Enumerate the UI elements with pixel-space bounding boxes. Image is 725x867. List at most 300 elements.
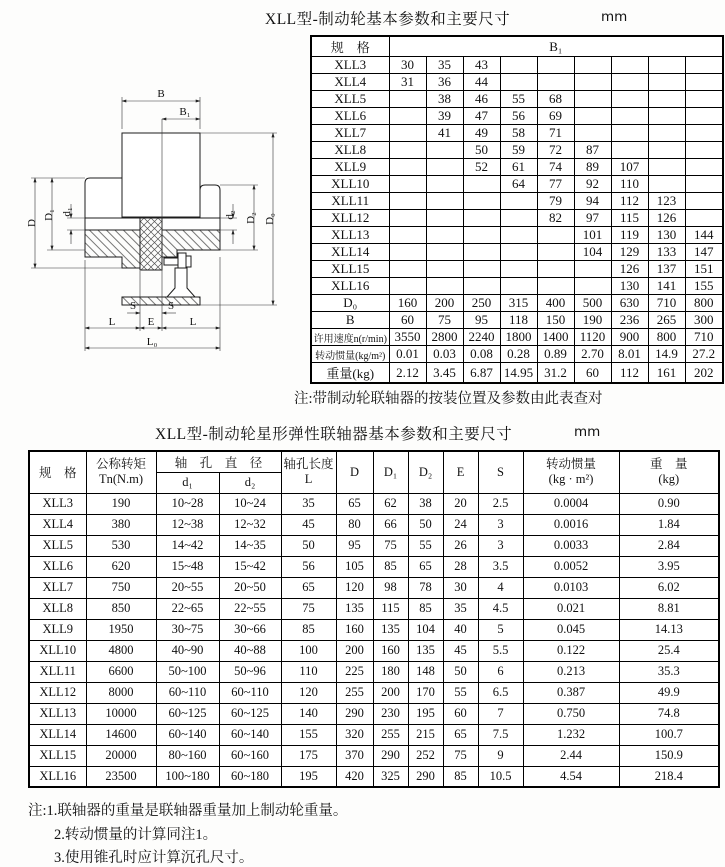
table-cell bbox=[574, 278, 611, 295]
dim-label-L0: L₀ bbox=[146, 336, 158, 348]
table-cell bbox=[648, 125, 685, 142]
table-cell: 215 bbox=[408, 724, 443, 745]
table-cell: 14600 bbox=[86, 724, 156, 745]
row-label: XLL6 bbox=[311, 108, 389, 125]
table-cell: 155 bbox=[685, 278, 723, 295]
table-cell: 6.87 bbox=[463, 363, 500, 384]
table-cell: 25.4 bbox=[619, 640, 719, 661]
table-cell: 40~88 bbox=[219, 640, 281, 661]
table-row bbox=[311, 227, 723, 244]
table-cell: 370 bbox=[336, 745, 373, 766]
table-cell: 0.01 bbox=[389, 346, 426, 363]
table-cell: 0.045 bbox=[523, 619, 619, 640]
table-cell: 0.213 bbox=[523, 661, 619, 682]
table-cell bbox=[500, 278, 537, 295]
table-cell: 45 bbox=[281, 514, 336, 535]
table-cell: 175 bbox=[281, 745, 336, 766]
table-cell: 100.7 bbox=[619, 724, 719, 745]
t2-header-spec: 规 格 bbox=[29, 451, 86, 493]
table-cell: 400 bbox=[537, 295, 574, 312]
table-cell: 0.90 bbox=[619, 493, 719, 514]
table-cell: 0.021 bbox=[523, 598, 619, 619]
table-row bbox=[311, 74, 723, 91]
table1-note: 注:带制动轮联轴器的按装位置及参数由此表查对 bbox=[294, 391, 603, 407]
table-cell: 161 bbox=[648, 363, 685, 384]
table-cell: 140 bbox=[281, 703, 336, 724]
table-cell bbox=[500, 193, 537, 210]
table-cell: 39 bbox=[426, 108, 463, 125]
row-label: XLL14 bbox=[29, 724, 86, 745]
table-cell bbox=[463, 227, 500, 244]
table1-unit: mm bbox=[601, 9, 628, 25]
row-label: D₀ bbox=[311, 295, 389, 312]
table-cell bbox=[537, 57, 574, 74]
row-label: XLL15 bbox=[29, 745, 86, 766]
table-cell bbox=[500, 244, 537, 261]
table-cell: 218.4 bbox=[619, 766, 719, 787]
row-label: XLL5 bbox=[311, 91, 389, 108]
row-label: XLL6 bbox=[29, 556, 86, 577]
table-cell: 65 bbox=[281, 577, 336, 598]
dim-label-D0: D₀ bbox=[264, 213, 276, 225]
table-cell: 104 bbox=[408, 619, 443, 640]
table-row bbox=[311, 312, 723, 329]
dim-label-D2: D₂ bbox=[245, 212, 257, 224]
t2-header-d1: d₁ bbox=[156, 472, 219, 493]
table-cell: 20 bbox=[443, 493, 478, 514]
table-cell: 66 bbox=[373, 514, 408, 535]
table-cell: 1950 bbox=[86, 619, 156, 640]
row-label: XLL11 bbox=[29, 661, 86, 682]
table-cell bbox=[463, 278, 500, 295]
table-cell bbox=[426, 159, 463, 176]
table-cell: 6600 bbox=[86, 661, 156, 682]
table-cell: 135 bbox=[336, 598, 373, 619]
footnotes bbox=[28, 800, 347, 867]
table-row bbox=[29, 766, 719, 787]
table-row bbox=[311, 295, 723, 312]
table-cell: 710 bbox=[685, 329, 723, 346]
table-cell: 130 bbox=[648, 227, 685, 244]
table-cell bbox=[426, 227, 463, 244]
table-cell bbox=[648, 74, 685, 91]
table-cell bbox=[389, 176, 426, 193]
table-cell: 60 bbox=[574, 363, 611, 384]
table-cell: 77 bbox=[537, 176, 574, 193]
coupling-table bbox=[28, 450, 720, 788]
table-row bbox=[311, 176, 723, 193]
table-cell bbox=[426, 142, 463, 159]
table2-unit: mm bbox=[574, 424, 601, 440]
table-cell bbox=[574, 108, 611, 125]
t2-header-weight-line1: 重 量 bbox=[650, 457, 688, 472]
table-cell bbox=[537, 244, 574, 261]
table-cell: 135 bbox=[408, 640, 443, 661]
table-cell bbox=[500, 210, 537, 227]
table-cell: 110 bbox=[611, 176, 648, 193]
table-cell bbox=[611, 74, 648, 91]
table-cell: 0.28 bbox=[500, 346, 537, 363]
table-cell: 160 bbox=[336, 619, 373, 640]
table-cell bbox=[648, 91, 685, 108]
table-cell: 94 bbox=[574, 193, 611, 210]
dim-label-B: B bbox=[157, 88, 165, 100]
row-label: XLL14 bbox=[311, 244, 389, 261]
table-cell: 3.45 bbox=[426, 363, 463, 384]
row-label: 许用速度n(r/min) bbox=[311, 329, 389, 346]
t2-header-D: D bbox=[336, 451, 373, 493]
table-cell: 24 bbox=[443, 514, 478, 535]
t2-header-weight-line2: (kg) bbox=[658, 472, 680, 487]
t2-header-D1: D₁ bbox=[373, 451, 408, 493]
dim-label-L-left: L bbox=[108, 316, 116, 328]
table-cell: 137 bbox=[648, 261, 685, 278]
table-cell: 0.0103 bbox=[523, 577, 619, 598]
table-cell: 20~50 bbox=[219, 577, 281, 598]
table-cell bbox=[389, 142, 426, 159]
table-cell: 14~42 bbox=[156, 535, 219, 556]
table-cell: 500 bbox=[574, 295, 611, 312]
row-label: XLL16 bbox=[29, 766, 86, 787]
table-cell: 315 bbox=[500, 295, 537, 312]
table-cell: 97 bbox=[574, 210, 611, 227]
table-cell: 800 bbox=[685, 295, 723, 312]
table-cell: 3.95 bbox=[619, 556, 719, 577]
table-row bbox=[29, 535, 719, 556]
table-cell bbox=[389, 244, 426, 261]
table-cell: 15~42 bbox=[219, 556, 281, 577]
table-row bbox=[29, 682, 719, 703]
table-cell: 290 bbox=[408, 766, 443, 787]
table-cell: 98 bbox=[373, 577, 408, 598]
table-cell bbox=[389, 261, 426, 278]
table-row bbox=[29, 514, 719, 535]
table-cell: 112 bbox=[611, 193, 648, 210]
table-cell: 151 bbox=[685, 261, 723, 278]
table-row bbox=[311, 363, 723, 384]
row-label: XLL11 bbox=[311, 193, 389, 210]
table-cell: 148 bbox=[408, 661, 443, 682]
table-cell: 30 bbox=[443, 577, 478, 598]
table-cell bbox=[463, 244, 500, 261]
table-cell: 0.0052 bbox=[523, 556, 619, 577]
table-cell: 2.5 bbox=[478, 493, 523, 514]
table-cell: 8.81 bbox=[619, 598, 719, 619]
table-cell: 56 bbox=[500, 108, 537, 125]
table-cell: 55 bbox=[500, 91, 537, 108]
table-cell: 7.5 bbox=[478, 724, 523, 745]
table-cell: 95 bbox=[336, 535, 373, 556]
table-cell bbox=[685, 176, 723, 193]
table-cell: 118 bbox=[500, 312, 537, 329]
table-cell: 200 bbox=[336, 640, 373, 661]
table-cell: 320 bbox=[336, 724, 373, 745]
table-cell: 119 bbox=[611, 227, 648, 244]
table-cell bbox=[574, 91, 611, 108]
table-cell bbox=[500, 261, 537, 278]
t2-header-D2: D₂ bbox=[408, 451, 443, 493]
table-cell: 6.02 bbox=[619, 577, 719, 598]
table-cell: 95 bbox=[463, 312, 500, 329]
table-cell: 60~180 bbox=[219, 766, 281, 787]
table-cell bbox=[537, 227, 574, 244]
table-cell: 85 bbox=[281, 619, 336, 640]
table-cell: 0.89 bbox=[537, 346, 574, 363]
t2-header-bore-length-line1: 轴孔长度 bbox=[283, 457, 334, 472]
table-cell: 126 bbox=[611, 261, 648, 278]
table-cell: 60~110 bbox=[156, 682, 219, 703]
t2-header-d2: d₂ bbox=[219, 472, 281, 493]
table-cell: 2240 bbox=[463, 329, 500, 346]
table-row bbox=[29, 598, 719, 619]
table-cell bbox=[685, 74, 723, 91]
table-cell bbox=[389, 278, 426, 295]
table-cell: 160 bbox=[373, 640, 408, 661]
table-cell: 50~100 bbox=[156, 661, 219, 682]
table-row bbox=[311, 57, 723, 74]
dim-label-d1: d₁ bbox=[61, 207, 73, 217]
table-cell: 236 bbox=[611, 312, 648, 329]
coupling-cross-section-drawing bbox=[25, 85, 310, 370]
t2-header-inertia bbox=[523, 451, 619, 493]
table-row bbox=[29, 493, 719, 514]
table-cell: 30~66 bbox=[219, 619, 281, 640]
table-cell: 120 bbox=[336, 577, 373, 598]
table-cell: 420 bbox=[336, 766, 373, 787]
table-row bbox=[311, 108, 723, 125]
table-cell: 202 bbox=[685, 363, 723, 384]
row-label: XLL12 bbox=[29, 682, 86, 703]
table-row bbox=[29, 577, 719, 598]
table-cell bbox=[685, 125, 723, 142]
table-cell: 380 bbox=[86, 514, 156, 535]
row-label: XLL16 bbox=[311, 278, 389, 295]
t2-header-torque-line2: Tn(N.m) bbox=[98, 472, 144, 487]
table-cell: 290 bbox=[373, 745, 408, 766]
table-cell: 123 bbox=[648, 193, 685, 210]
table-cell bbox=[611, 142, 648, 159]
table-cell: 89 bbox=[574, 159, 611, 176]
table-cell bbox=[389, 91, 426, 108]
table-cell: 55 bbox=[443, 682, 478, 703]
table-cell: 92 bbox=[574, 176, 611, 193]
table-cell: 50~96 bbox=[219, 661, 281, 682]
table-cell bbox=[685, 210, 723, 227]
table-cell: 49.9 bbox=[619, 682, 719, 703]
table-cell: 35 bbox=[281, 493, 336, 514]
t2-header-torque-line1: 公称转矩 bbox=[95, 457, 146, 472]
table-cell: 180 bbox=[373, 661, 408, 682]
table-cell: 155 bbox=[281, 724, 336, 745]
row-label: 转动惯量(kg/m²) bbox=[311, 346, 389, 363]
table-cell: 10~24 bbox=[219, 493, 281, 514]
table-row bbox=[311, 125, 723, 142]
table-cell: 61 bbox=[500, 159, 537, 176]
dim-label-L-right: L bbox=[189, 316, 197, 328]
table-cell: 36 bbox=[426, 74, 463, 91]
table-cell: 255 bbox=[373, 724, 408, 745]
table-cell: 144 bbox=[685, 227, 723, 244]
table-cell: 0.08 bbox=[463, 346, 500, 363]
table-cell: 12~32 bbox=[219, 514, 281, 535]
table-row bbox=[311, 193, 723, 210]
row-label: XLL10 bbox=[29, 640, 86, 661]
table-row bbox=[311, 142, 723, 159]
table-row bbox=[311, 210, 723, 227]
table-cell bbox=[611, 108, 648, 125]
table-cell: 41 bbox=[426, 125, 463, 142]
row-label: XLL9 bbox=[29, 619, 86, 640]
table-cell: 1800 bbox=[500, 329, 537, 346]
coupling-body bbox=[85, 133, 220, 305]
row-label: XLL9 bbox=[311, 159, 389, 176]
table-cell: 22~65 bbox=[156, 598, 219, 619]
table-cell: 50 bbox=[443, 661, 478, 682]
table-cell: 72 bbox=[537, 142, 574, 159]
t2-header-S: S bbox=[478, 451, 523, 493]
table-row bbox=[29, 703, 719, 724]
table-cell: 14.9 bbox=[648, 346, 685, 363]
table-cell bbox=[648, 108, 685, 125]
table-cell bbox=[389, 159, 426, 176]
table1-title: XLL型-制动轮基本参数和主要尺寸 bbox=[265, 11, 511, 28]
table-cell bbox=[500, 74, 537, 91]
dim-label-S-right: S bbox=[167, 300, 175, 312]
dim-label-E: E bbox=[147, 316, 155, 328]
table-cell: 265 bbox=[648, 312, 685, 329]
table-cell: 60~125 bbox=[156, 703, 219, 724]
table-header-row bbox=[311, 36, 723, 57]
footnote-1: 注:1.联轴器的重量是联轴器重量加上制动轮重量。 bbox=[28, 803, 348, 819]
table-cell: 55 bbox=[408, 535, 443, 556]
table-cell bbox=[389, 108, 426, 125]
table-cell: 150.9 bbox=[619, 745, 719, 766]
t2-header-torque bbox=[86, 451, 156, 493]
table-cell bbox=[537, 74, 574, 91]
table-cell: 0.0016 bbox=[523, 514, 619, 535]
table-cell: 115 bbox=[373, 598, 408, 619]
table-cell: 170 bbox=[408, 682, 443, 703]
table-cell: 80 bbox=[336, 514, 373, 535]
row-label: XLL10 bbox=[311, 176, 389, 193]
t2-header-bore-length bbox=[281, 451, 336, 493]
table-cell: 50 bbox=[408, 514, 443, 535]
table-cell: 65 bbox=[336, 493, 373, 514]
table-cell: 87 bbox=[574, 142, 611, 159]
table-row bbox=[29, 556, 719, 577]
table-cell: 28 bbox=[443, 556, 478, 577]
footnote-2: 2.转动惯量的计算同注1。 bbox=[54, 826, 218, 843]
table-cell: 46 bbox=[463, 91, 500, 108]
table-cell: 75 bbox=[373, 535, 408, 556]
table-cell bbox=[574, 74, 611, 91]
table-cell: 10000 bbox=[86, 703, 156, 724]
table-cell: 14.13 bbox=[619, 619, 719, 640]
table-cell: 147 bbox=[685, 244, 723, 261]
table-cell: 31.2 bbox=[537, 363, 574, 384]
table-cell: 20000 bbox=[86, 745, 156, 766]
table-cell: 2800 bbox=[426, 329, 463, 346]
t2-header-E: E bbox=[443, 451, 478, 493]
dim-label-D1: D₁ bbox=[43, 209, 55, 221]
table-cell: 75 bbox=[443, 745, 478, 766]
table-cell: 20~55 bbox=[156, 577, 219, 598]
table-cell: 0.0004 bbox=[523, 493, 619, 514]
row-label: XLL8 bbox=[311, 142, 389, 159]
table-cell bbox=[463, 261, 500, 278]
table-cell: 190 bbox=[86, 493, 156, 514]
table-cell: 64 bbox=[500, 176, 537, 193]
table2-title: XLL型-制动轮星形弹性联轴器基本参数和主要尺寸 bbox=[155, 426, 513, 443]
t2-header-weight bbox=[619, 451, 719, 493]
table-cell: 252 bbox=[408, 745, 443, 766]
table-cell: 44 bbox=[463, 74, 500, 91]
table-cell: 190 bbox=[574, 312, 611, 329]
table-cell: 31 bbox=[389, 74, 426, 91]
table-cell: 3550 bbox=[389, 329, 426, 346]
table-cell: 30~75 bbox=[156, 619, 219, 640]
row-label: 重量(kg) bbox=[311, 363, 389, 384]
table-cell: 40 bbox=[443, 619, 478, 640]
table-cell: 230 bbox=[373, 703, 408, 724]
table-cell: 60~160 bbox=[219, 745, 281, 766]
table-cell: 200 bbox=[373, 682, 408, 703]
table-cell bbox=[685, 159, 723, 176]
table-cell: 58 bbox=[500, 125, 537, 142]
table-cell: 195 bbox=[408, 703, 443, 724]
table-cell bbox=[500, 57, 537, 74]
table-cell: 6 bbox=[478, 661, 523, 682]
table-cell: 38 bbox=[408, 493, 443, 514]
table-cell bbox=[500, 227, 537, 244]
table-cell: 60~140 bbox=[219, 724, 281, 745]
table-cell: 710 bbox=[648, 295, 685, 312]
table-cell: 38 bbox=[426, 91, 463, 108]
table-cell bbox=[574, 57, 611, 74]
table-cell: 107 bbox=[611, 159, 648, 176]
row-label: B bbox=[311, 312, 389, 329]
table-cell bbox=[648, 57, 685, 74]
table-cell bbox=[574, 125, 611, 142]
table-header-row bbox=[29, 451, 719, 472]
table-cell: 225 bbox=[336, 661, 373, 682]
table-cell: 80~160 bbox=[156, 745, 219, 766]
table-cell: 120 bbox=[281, 682, 336, 703]
t2-header-inertia-line2: (kg · m²) bbox=[548, 472, 594, 487]
table-cell: 85 bbox=[408, 598, 443, 619]
table-cell: 79 bbox=[537, 193, 574, 210]
table-cell: 630 bbox=[611, 295, 648, 312]
table-cell: 135 bbox=[373, 619, 408, 640]
table-row bbox=[311, 346, 723, 363]
table-cell: 0.122 bbox=[523, 640, 619, 661]
row-label: XLL7 bbox=[29, 577, 86, 598]
table-cell: 530 bbox=[86, 535, 156, 556]
table-cell: 620 bbox=[86, 556, 156, 577]
table-cell: 0.0033 bbox=[523, 535, 619, 556]
brake-wheel-table bbox=[310, 35, 724, 384]
table-cell: 65 bbox=[408, 556, 443, 577]
table-cell: 71 bbox=[537, 125, 574, 142]
table-cell bbox=[537, 261, 574, 278]
table-cell: 75 bbox=[426, 312, 463, 329]
table-cell: 195 bbox=[281, 766, 336, 787]
table-cell: 3 bbox=[478, 514, 523, 535]
table-cell: 52 bbox=[463, 159, 500, 176]
table-row bbox=[311, 159, 723, 176]
coupling-table-body bbox=[29, 493, 719, 787]
dim-label-B1: B₁ bbox=[179, 106, 191, 118]
